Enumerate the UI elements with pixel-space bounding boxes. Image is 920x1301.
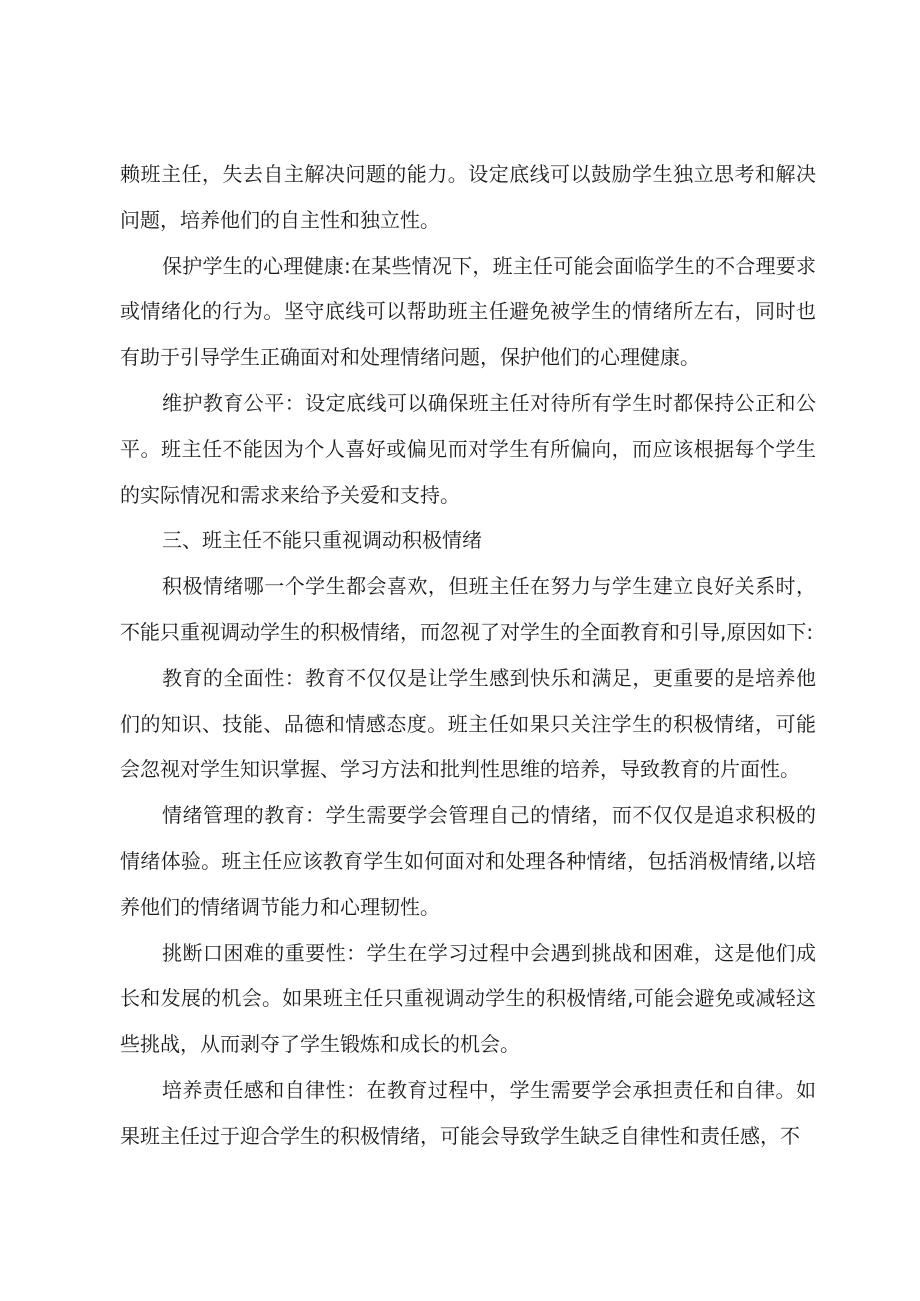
- paragraph-difficulty-importance: 挑断口困难的重要性：学生在学习过程中会遇到挑战和困难，这是他们成长和发展的机会。如果班主任只重视调动学生的积极情绪,可能会避免或减轻这些挑战，从而剥夺了学生锻炼和成长的机会。: [120, 940, 816, 1057]
- paragraph-responsibility: 培养责任感和自律性：在教育过程中，学生需要学会承担责任和自律。如果班主任过于迎合学生的积极情绪，可能会导致学生缺乏自律性和责任感，不: [120, 1077, 816, 1148]
- paragraph-fairness: 维护教育公平：设定底线可以确保班主任对待所有学生时都保持公正和公平。班主任不能因为个人喜好或偏见而对学生有所偏向，而应该根据每个学生的实际情况和需求来给予关爱和支持。: [120, 390, 816, 507]
- paragraph-emotion-management: 情绪管理的教育：学生需要学会管理自己的情绪，而不仅仅是追求积极的情绪体验。班主任应该教育学生如何面对和处理各种情绪，包括消极情绪,以培养他们的情绪调节能力和心理韧性。: [120, 803, 816, 919]
- paragraph-continuation: 赖班主任，失去自主解决问题的能力。设定底线可以鼓励学生独立思考和解决问题，培养他们的自主性和独立性。: [120, 162, 816, 232]
- paragraph-comprehensive-education: 教育的全面性：教育不仅仅是让学生感到快乐和满足，更重要的是培养他们的知识、技能、品德和情感态度。班主任如果只关注学生的积极情绪，可能会忽视对学生知识掌握、学习方法和批判性思维的培养，导致教育的片面性。: [120, 665, 816, 782]
- section-heading: 三、班主任不能只重视调动积极情绪: [162, 528, 482, 553]
- paragraph-intro: 积极情绪哪一个学生都会喜欢，但班主任在努力与学生建立良好关系时，不能只重视调动学生的积极情绪，而忽视了对学生的全面教育和引导,原因如下:: [120, 574, 816, 644]
- document-body: [120, 152, 816, 1160]
- paragraph-mental-health: 保护学生的心理健康:在某些情况下，班主任可能会面临学生的不合理要求或情绪化的行为。坚守底线可以帮助班主任避免被学生的情绪所左右，同时也有助于引导学生正确面对和处理情绪问题，保护他们的心理健康。: [120, 253, 816, 370]
